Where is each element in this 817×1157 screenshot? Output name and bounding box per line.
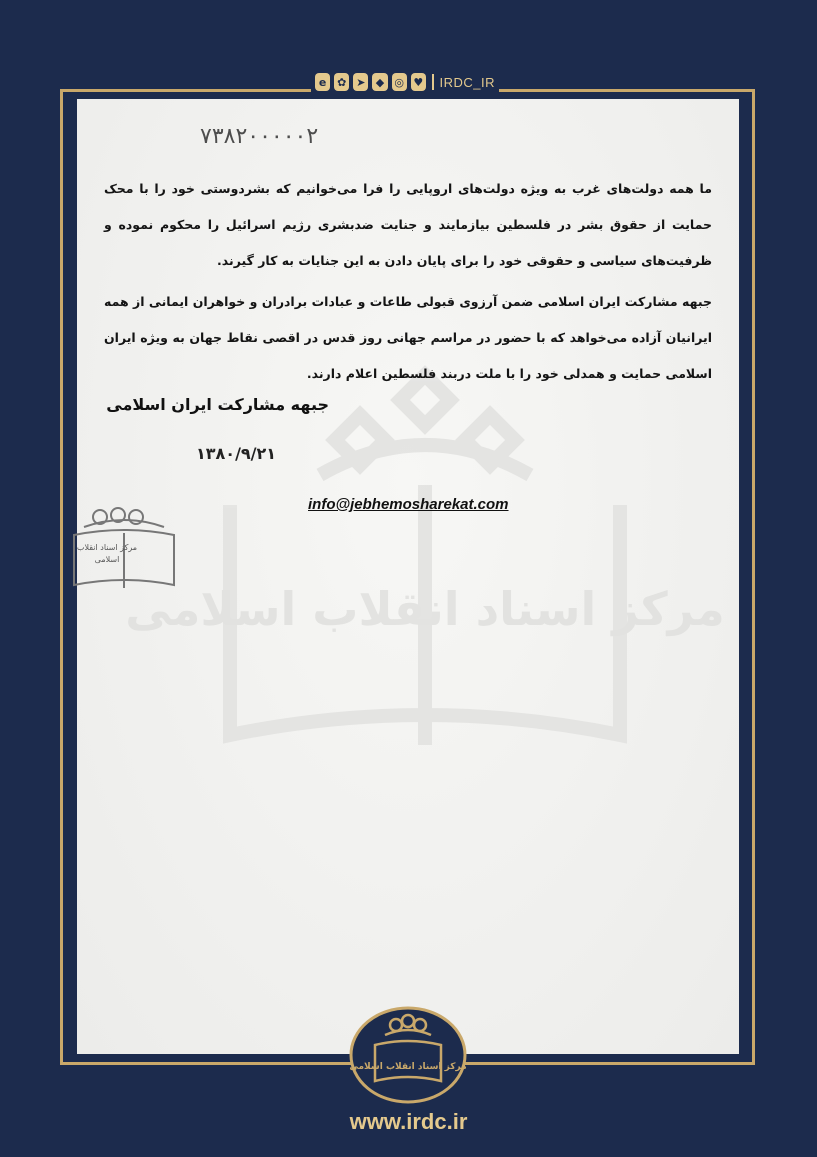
stamp-text: مرکز اسناد انقلاب اسلامی bbox=[76, 543, 138, 564]
document-date: ۱۳۸۰/۹/۲۱ bbox=[196, 444, 277, 463]
social-bar bbox=[311, 71, 499, 93]
irdc-logo-icon[interactable] bbox=[347, 1003, 469, 1103]
telegram-icon[interactable]: ➤ bbox=[353, 73, 368, 91]
website-link[interactable]: www.irdc.ir bbox=[349, 1109, 468, 1134]
social-divider bbox=[432, 74, 434, 90]
watermark-text: مرکز اسناد انقلاب اسلامی bbox=[125, 582, 725, 636]
share-icon[interactable]: ◆ bbox=[372, 73, 387, 91]
paragraph-2: جبهه مشارکت ایران اسلامی ضمن آرزوی قبولی طاعات و عبادات برادران و خواهران ایمانی از همه ایرانیان آزاده می‌خواهد که با حضور در مراسم جهانی روز قدس در اقصی نقاط جهان به ویژه ایران اسلامی حمایت و همدلی خود را با ملت دربند فلسطین اعلام دارند. bbox=[104, 293, 712, 381]
emblem-text: مرکز اسناد انقلاب اسلامی bbox=[349, 1062, 467, 1072]
signature: جبهه مشارکت ایران اسلامی bbox=[106, 395, 329, 414]
email-link[interactable]: info@jebhemosharekat.com bbox=[308, 496, 509, 513]
aparat-icon[interactable]: ✿ bbox=[334, 73, 349, 91]
paragraph-1: ما همه دولت‌های غرب به ویژه دولت‌های اروپایی را فرا می‌خوانیم که بشردوستی خود را با محک حمایت از حقوق بشر در فلسطین بیازمایند و جنایت ضدبشری رژیم اسرائیل را محکوم نموده و ظرفیت‌های سیاسی و حقوقی خود را برای پایان دادن به این جنایات به کار گیرند. bbox=[104, 180, 712, 268]
social-handle[interactable]: IRDC_IR bbox=[439, 74, 496, 90]
watermark-emblem bbox=[125, 355, 725, 755]
e-icon[interactable]: e bbox=[315, 73, 330, 91]
document-number: ۷۳۸۲۰۰۰۰۰۲ bbox=[200, 124, 319, 149]
instagram-icon[interactable]: ◎ bbox=[392, 73, 407, 91]
twitter-icon[interactable]: ♥ bbox=[411, 73, 426, 91]
